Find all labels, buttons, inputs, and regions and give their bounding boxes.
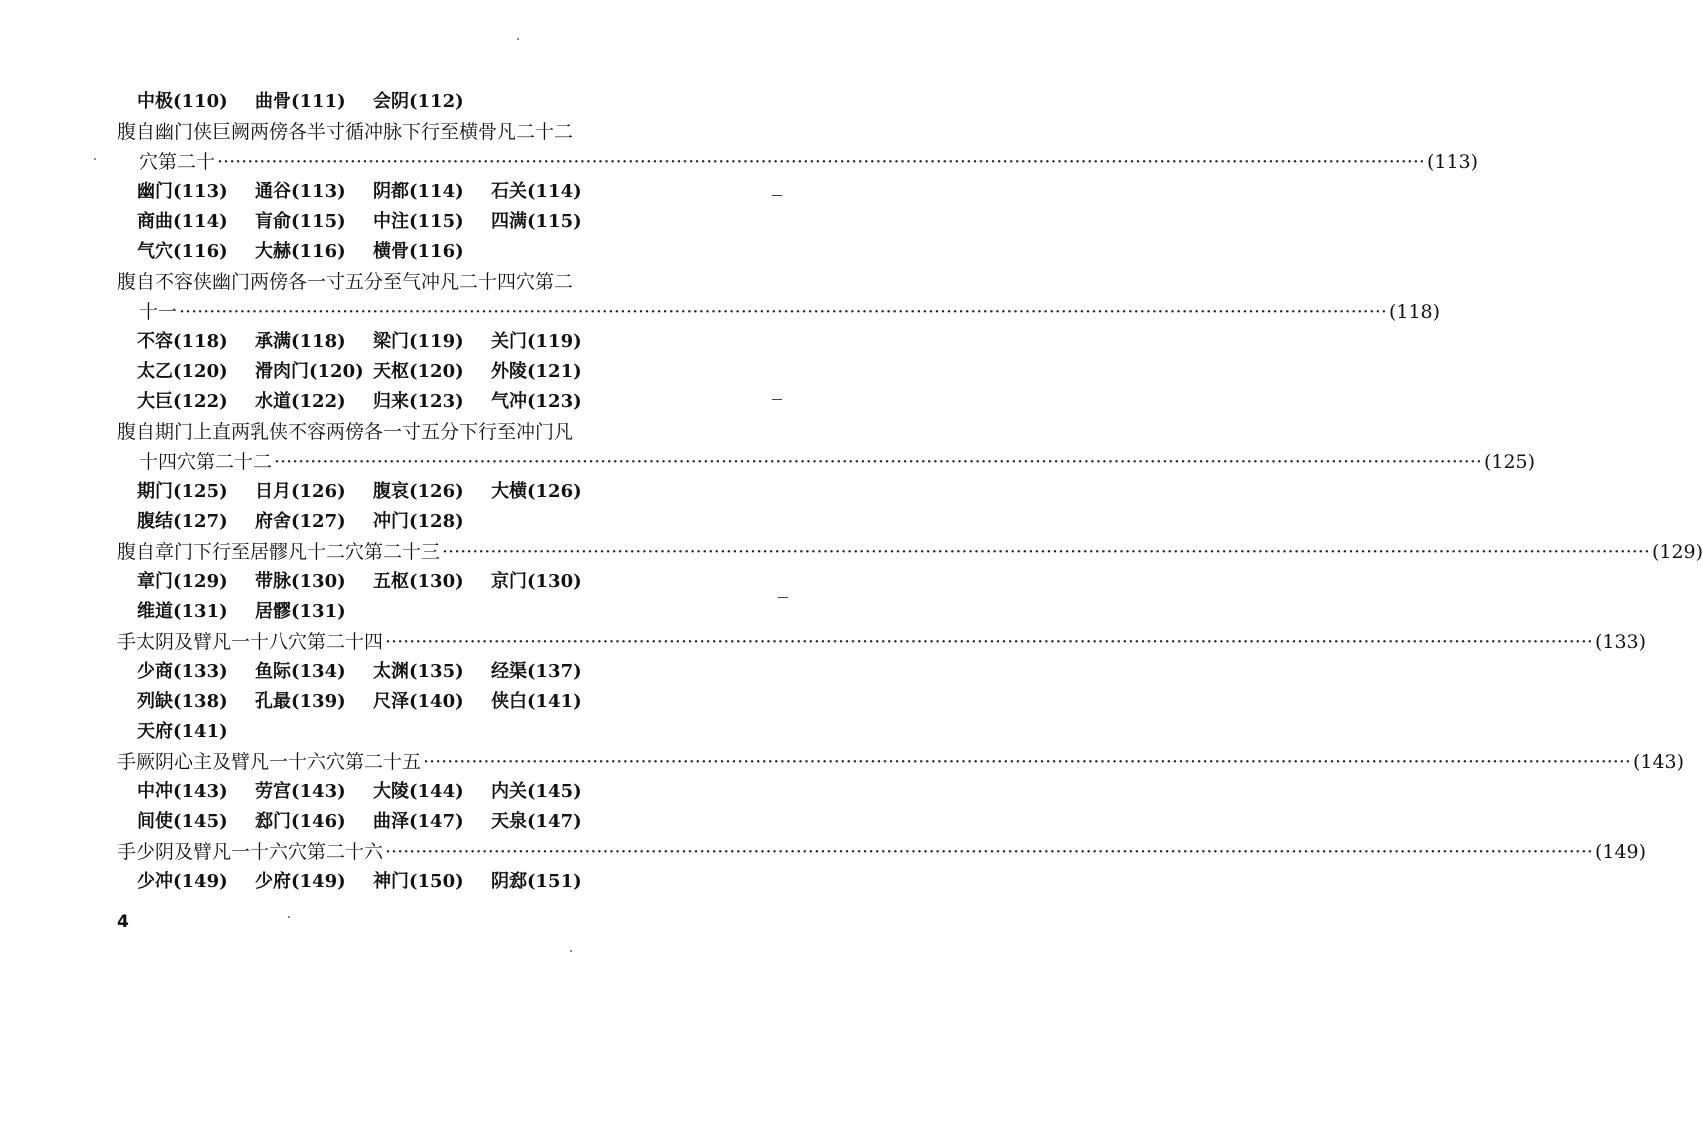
acupoint-entry: 经渠(137) bbox=[491, 661, 582, 682]
section-number: 穴第二十 bbox=[139, 151, 216, 173]
scan-mark bbox=[772, 195, 782, 196]
acupoint-entry: 孔最(139) bbox=[255, 691, 346, 712]
scan-speck bbox=[570, 950, 572, 952]
acupoint-row bbox=[137, 358, 609, 386]
acupoint-entry: 会阴(112) bbox=[373, 91, 464, 112]
page-number: 4 bbox=[117, 912, 129, 932]
section-page-number: (143) bbox=[1632, 751, 1685, 773]
acupoint-entry: 关门(119) bbox=[491, 331, 582, 352]
section-heading: 腹自期门上直两乳侠不容两傍各一寸五分下行至冲门凡 bbox=[117, 421, 574, 443]
acupoint-row bbox=[137, 508, 491, 536]
section-heading bbox=[117, 838, 1647, 866]
dot-leader: ········································································································································································································ bbox=[442, 541, 1650, 563]
dot-leader: ········································································································································································································ bbox=[217, 151, 1425, 173]
acupoint-entry: 腹哀(126) bbox=[373, 481, 464, 502]
section-heading-continuation bbox=[139, 298, 1441, 326]
acupoint-entry: 少商(133) bbox=[137, 661, 228, 682]
section-page-number: (133) bbox=[1594, 631, 1647, 653]
toc-section-entry bbox=[117, 538, 1703, 568]
section-page-number: (118) bbox=[1388, 301, 1441, 323]
acupoint-entry: 天泉(147) bbox=[491, 811, 582, 832]
acupoint-entry: 滑肉门(120) bbox=[255, 361, 364, 382]
acupoint-row bbox=[137, 88, 491, 116]
acupoint-row bbox=[137, 208, 609, 236]
acupoint-entry: 日月(126) bbox=[255, 481, 346, 502]
acupoint-entry: 鱼际(134) bbox=[255, 661, 346, 682]
acupoint-entry: 尺泽(140) bbox=[373, 691, 464, 712]
acupoint-entry: 归来(123) bbox=[373, 391, 464, 412]
acupoint-entry: 承满(118) bbox=[255, 331, 346, 352]
acupoint-row bbox=[137, 778, 609, 806]
acupoint-row bbox=[137, 598, 373, 626]
acupoint-entry: 带脉(130) bbox=[255, 571, 346, 592]
dot-leader: ········································································································································································································ bbox=[179, 301, 1387, 323]
acupoint-entry: 大陵(144) bbox=[373, 781, 464, 802]
toc-section-entry bbox=[117, 628, 1647, 658]
section-heading-continuation bbox=[139, 448, 1536, 476]
section-heading-continuation bbox=[139, 148, 1479, 176]
acupoint-row bbox=[137, 328, 609, 356]
acupoint-entry: 府舍(127) bbox=[255, 511, 346, 532]
toc-section-entry bbox=[117, 268, 1441, 328]
toc-section-entry bbox=[117, 118, 1479, 178]
acupoint-entry: 太乙(120) bbox=[137, 361, 228, 382]
acupoint-row bbox=[137, 238, 491, 266]
dot-leader: ········································································································································································································ bbox=[423, 751, 1631, 773]
section-page-number: (129) bbox=[1651, 541, 1703, 563]
acupoint-entry: 梁门(119) bbox=[373, 331, 464, 352]
acupoint-entry: 大横(126) bbox=[491, 481, 582, 502]
acupoint-row bbox=[137, 178, 609, 206]
acupoint-entry: 大赫(116) bbox=[255, 241, 346, 262]
acupoint-entry: 中注(115) bbox=[373, 211, 464, 232]
acupoint-row bbox=[137, 478, 609, 506]
acupoint-entry: 太渊(135) bbox=[373, 661, 464, 682]
acupoint-entry: 阴郄(151) bbox=[491, 871, 582, 892]
acupoint-entry: 水道(122) bbox=[255, 391, 346, 412]
acupoint-row bbox=[137, 868, 609, 896]
acupoint-entry: 四满(115) bbox=[491, 211, 582, 232]
toc-section-entry bbox=[117, 418, 1536, 478]
toc-section-entry bbox=[117, 838, 1647, 868]
acupoint-entry: 少府(149) bbox=[255, 871, 346, 892]
acupoint-entry: 肓俞(115) bbox=[255, 211, 346, 232]
acupoint-row bbox=[137, 718, 255, 746]
section-title: 手厥阴心主及臂凡一十六穴第二十五 bbox=[117, 751, 422, 773]
acupoint-entry: 章门(129) bbox=[137, 571, 228, 592]
acupoint-entry: 曲骨(111) bbox=[255, 91, 346, 112]
acupoint-entry: 列缺(138) bbox=[137, 691, 228, 712]
acupoint-entry: 内关(145) bbox=[491, 781, 582, 802]
acupoint-entry: 大巨(122) bbox=[137, 391, 228, 412]
section-heading bbox=[117, 748, 1685, 776]
dot-leader: ········································································································································································································ bbox=[274, 451, 1482, 473]
acupoint-entry: 商曲(114) bbox=[137, 211, 228, 232]
acupoint-entry: 气穴(116) bbox=[137, 241, 228, 262]
section-title: 手少阴及臂凡一十六穴第二十六 bbox=[117, 841, 384, 863]
scan-speck bbox=[94, 158, 96, 160]
acupoint-entry: 少冲(149) bbox=[137, 871, 228, 892]
acupoint-row bbox=[137, 808, 609, 836]
acupoint-row bbox=[137, 568, 609, 596]
acupoint-entry: 期门(125) bbox=[137, 481, 228, 502]
acupoint-entry: 中极(110) bbox=[137, 91, 228, 112]
acupoint-entry: 神门(150) bbox=[373, 871, 464, 892]
acupoint-entry: 腹结(127) bbox=[137, 511, 228, 532]
section-heading: 腹自不容侠幽门两傍各一寸五分至气冲凡二十四穴第二 bbox=[117, 271, 574, 293]
acupoint-row bbox=[137, 658, 609, 686]
acupoint-entry: 横骨(116) bbox=[373, 241, 464, 262]
dot-leader: ········································································································································································································ bbox=[385, 631, 1593, 653]
acupoint-entry: 不容(118) bbox=[137, 331, 228, 352]
section-number: 十四穴第二十二 bbox=[139, 451, 273, 473]
acupoint-entry: 气冲(123) bbox=[491, 391, 582, 412]
scan-mark bbox=[772, 399, 782, 400]
acupoint-entry: 天府(141) bbox=[137, 721, 228, 742]
section-page-number: (149) bbox=[1594, 841, 1647, 863]
acupoint-entry: 冲门(128) bbox=[373, 511, 464, 532]
section-page-number: (113) bbox=[1426, 151, 1479, 173]
acupoint-entry: 维道(131) bbox=[137, 601, 228, 622]
acupoint-row bbox=[137, 388, 609, 416]
scan-speck bbox=[288, 916, 290, 918]
section-title: 手太阴及臂凡一十八穴第二十四 bbox=[117, 631, 384, 653]
acupoint-entry: 曲泽(147) bbox=[373, 811, 464, 832]
acupoint-entry: 幽门(113) bbox=[137, 181, 228, 202]
scan-mark bbox=[778, 597, 788, 598]
acupoint-entry: 居髎(131) bbox=[255, 601, 346, 622]
dot-leader: ········································································································································································································ bbox=[385, 841, 1593, 863]
acupoint-entry: 石关(114) bbox=[491, 181, 582, 202]
acupoint-entry: 侠白(141) bbox=[491, 691, 582, 712]
acupoint-entry: 外陵(121) bbox=[491, 361, 582, 382]
acupoint-entry: 阴都(114) bbox=[373, 181, 464, 202]
acupoint-entry: 劳宫(143) bbox=[255, 781, 346, 802]
acupoint-entry: 天枢(120) bbox=[373, 361, 464, 382]
scan-speck bbox=[517, 38, 519, 40]
section-heading: 腹自幽门侠巨阙两傍各半寸循冲脉下行至横骨凡二十二 bbox=[117, 121, 574, 143]
section-heading bbox=[117, 628, 1647, 656]
acupoint-entry: 中冲(143) bbox=[137, 781, 228, 802]
section-number: 十一 bbox=[139, 301, 178, 323]
acupoint-entry: 五枢(130) bbox=[373, 571, 464, 592]
acupoint-entry: 京门(130) bbox=[491, 571, 582, 592]
acupoint-entry: 间使(145) bbox=[137, 811, 228, 832]
acupoint-entry: 郄门(146) bbox=[255, 811, 346, 832]
acupoint-entry: 通谷(113) bbox=[255, 181, 346, 202]
section-page-number: (125) bbox=[1483, 451, 1536, 473]
acupoint-row bbox=[137, 688, 609, 716]
toc-section-entry bbox=[117, 748, 1685, 778]
section-title: 腹自章门下行至居髎凡十二穴第二十三 bbox=[117, 541, 441, 563]
section-heading bbox=[117, 538, 1703, 566]
